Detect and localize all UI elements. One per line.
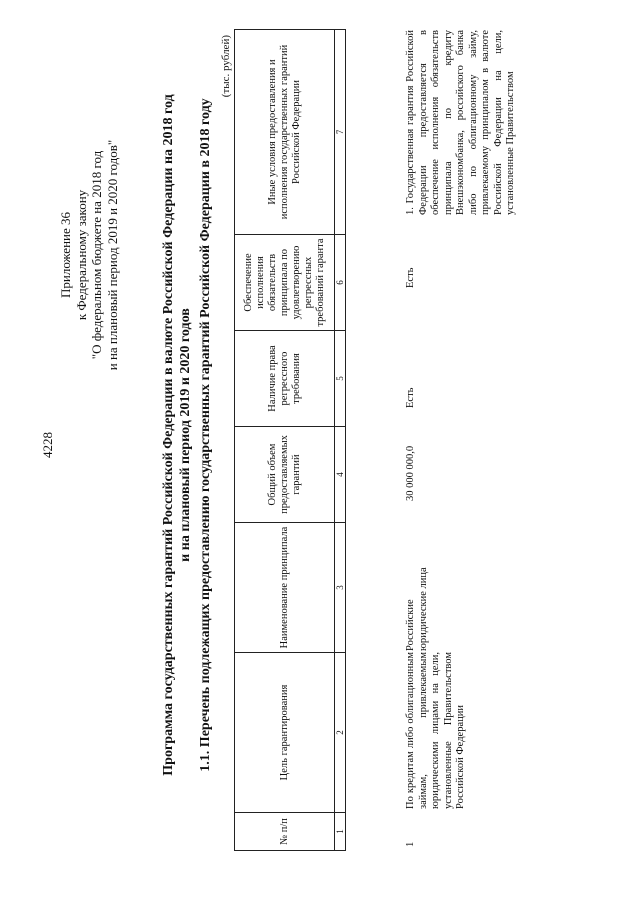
header-cell: Наличие права регрессного требования [235, 331, 335, 427]
title-line: Программа государственных гарантий Российской Федерации в валюте Российской Федерации на 2018 год [161, 94, 176, 776]
row-number: 1 [405, 841, 416, 847]
appendix-line: и на плановый период 2019 и 2020 годов" [104, 139, 120, 371]
title-line: и на плановый период 2019 и 2020 годов [178, 308, 193, 562]
column-number: 6 [335, 235, 346, 331]
guarantees-table-header [234, 29, 346, 851]
header-cell: Обеспечение исполнения обязательств принципала по удовлетворению регрессных требований гаранта [235, 235, 335, 331]
page-number: 4228 [40, 432, 55, 458]
appendix-header [58, 75, 120, 435]
regress-right-cell: Есть [405, 387, 416, 408]
header-row [235, 30, 335, 851]
amount-cell: 30 000 000,0 [405, 445, 416, 501]
appendix-line: Приложение 36 [58, 211, 73, 299]
unit-label: (тыс. рублей) [220, 35, 232, 98]
header-cell: Наименование принципала [235, 523, 335, 653]
column-number-row [335, 30, 346, 851]
column-number: 1 [335, 813, 346, 851]
column-number: 3 [335, 523, 346, 653]
header-cell: Иные условия предоставления и исполнения государственных гарантий Российской Федерации [235, 30, 335, 235]
column-number: 2 [335, 653, 346, 813]
purpose-cell: По кредитам либо облигационным займам, привлекаемым юридическими лицами на цели, установленные Правительством Российской Федерации [405, 652, 466, 809]
appendix-line: к Федеральному закону [73, 189, 89, 321]
section-title: 1.1. Перечень подлежащих предоставлению государственных гарантий Российской Федерации в 2018 году [198, 98, 213, 772]
header-cell: № п/п [235, 813, 335, 851]
principal-cell: Российские юридические лица [405, 567, 429, 651]
document-title [160, 25, 194, 845]
column-number: 5 [335, 331, 346, 427]
header-cell: Цель гарантирования [235, 653, 335, 813]
column-number: 7 [335, 30, 346, 235]
security-cell: Есть [405, 267, 416, 288]
column-number: 4 [335, 427, 346, 523]
appendix-line: "О федеральном бюджете на 2018 год [89, 150, 104, 360]
header-cell: Общий объем предоставляемых гарантий [235, 427, 335, 523]
other-conditions-cell: 1. Государственная гарантия Российской Федерации предоставляется в обеспечение исполнения обязательств принципала по кредиту Внешэкономбанка, российского банка либо по облигационному займу, привлекаемому принципалом в валюте Российской Федерации на цели, установленные Правительством [405, 30, 516, 215]
